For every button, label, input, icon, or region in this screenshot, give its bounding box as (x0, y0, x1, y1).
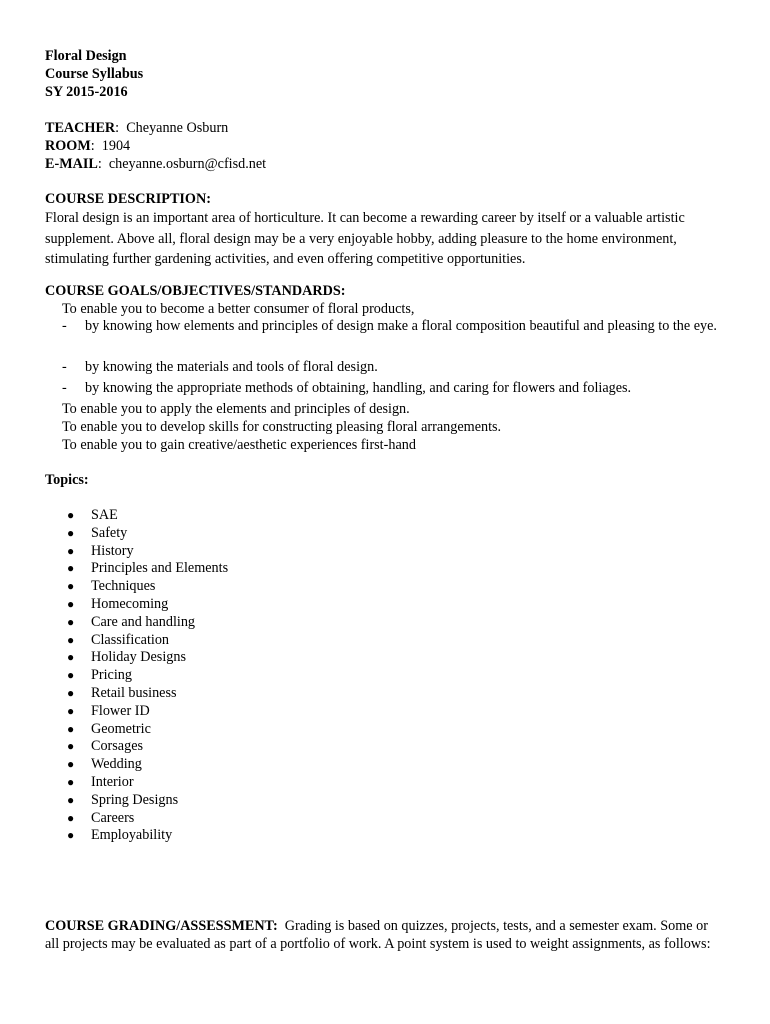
bullet-icon: ● (67, 543, 75, 558)
dash-bullet: - (62, 318, 67, 334)
goal-item: To enable you to gain creative/aesthetic experiences first-hand (62, 437, 416, 453)
bullet-icon: ● (67, 721, 75, 736)
goal-sub-item: - by knowing how elements and principles of design make a floral composition beautiful and pleasing to the eye. (62, 316, 730, 337)
bullet-icon: ● (67, 561, 75, 576)
list-item: ● Corsages (67, 738, 144, 755)
list-item: ● Interior (67, 773, 134, 790)
grading-heading: COURSE GRADING/ASSESSMENT: (45, 918, 278, 934)
description-heading: COURSE DESCRIPTION: (45, 191, 211, 207)
room-label: ROOM (45, 138, 91, 154)
school-year: SY 2015-2016 (45, 84, 128, 100)
list-item: ● Employability (67, 827, 173, 844)
bullet-icon: ● (67, 828, 75, 843)
list-item: ● Careers (67, 809, 135, 826)
teacher-label: TEACHER (45, 120, 116, 136)
list-item: ● Flower ID (67, 702, 150, 719)
topics-list (45, 507, 228, 845)
bullet-icon: ● (67, 774, 75, 789)
description-text: Floral design is an important area of horticulture. It can become a rewarding career by itself or a valuable artistic supplement. Above all, floral design may be a very enjoyable hobby, adding pleasure to the home environment, stimulating further gardening activities, and even offering competitive opportunities. (45, 210, 685, 267)
course-grading (45, 917, 720, 953)
course-description (45, 190, 730, 270)
email-line: E-MAIL: cheyanne.osburn@cfisd.net (45, 156, 267, 172)
goals-heading: COURSE GOALS/OBJECTIVES/STANDARDS: (45, 283, 346, 299)
list-item: ● Wedding (67, 756, 142, 773)
list-item: ● Principles and Elements (67, 560, 229, 577)
dash-bullet: - (62, 380, 67, 396)
goal-item: To enable you to apply the elements and principles of design. (62, 401, 410, 417)
goal-item: To enable you to develop skills for constructing pleasing floral arrangements. (62, 419, 502, 435)
list-item: ● Holiday Designs (67, 649, 186, 666)
topics-heading: Topics: (45, 472, 89, 488)
bullet-icon: ● (67, 810, 75, 825)
teacher-line: TEACHER: Cheyanne Osburn (45, 120, 229, 136)
bullet-icon: ● (67, 614, 75, 629)
list-item: ● Care and handling (67, 613, 196, 630)
grading-text: Grading is based on quizzes, projects, tests, and a semester exam. Some or all projects may be evaluated as part of a portfolio of work. A point system is used to weight assignments, as follows: (45, 918, 711, 952)
bullet-icon: ● (67, 632, 75, 647)
list-item: ● Techniques (67, 578, 156, 595)
bullet-icon: ● (67, 792, 75, 807)
bullet-icon: ● (67, 739, 75, 754)
bullet-icon: ● (67, 579, 75, 594)
bullet-icon: ● (67, 703, 75, 718)
list-item: ● Safety (67, 524, 128, 541)
bullet-icon: ● (67, 757, 75, 772)
goal-item: To enable you to become a better consumer of floral products, (62, 301, 415, 317)
list-item: ● Geometric (67, 720, 151, 737)
email-label: E-MAIL (45, 156, 98, 172)
goal-sub-item: - by knowing the materials and tools of floral design. (62, 357, 730, 378)
document-header (45, 47, 730, 101)
list-item: ● Retail business (67, 684, 177, 701)
list-item: ● Spring Designs (67, 791, 179, 808)
bullet-icon: ● (67, 596, 75, 611)
bullet-icon: ● (67, 668, 75, 683)
course-title: Floral Design (45, 48, 127, 64)
bullet-icon: ● (67, 650, 75, 665)
bullet-icon: ● (67, 525, 75, 540)
teacher-name: Cheyanne Osburn (126, 120, 229, 136)
room-number: 1904 (101, 138, 131, 154)
email-address: cheyanne.osburn@cfisd.net (108, 156, 267, 172)
list-item: ● History (67, 542, 134, 559)
bullet-icon: ● (67, 685, 75, 700)
dash-bullet: - (62, 359, 67, 375)
bullet-icon: ● (67, 508, 75, 522)
list-item: ● SAE (67, 507, 118, 523)
room-line: ROOM: 1904 (45, 138, 131, 154)
contact-info (45, 119, 730, 173)
goal-sub-item: - by knowing the appropriate methods of obtaining, handling, and caring for flowers and foliages. (62, 378, 730, 399)
document-type: Course Syllabus (45, 66, 144, 82)
list-item: ● Classification (67, 631, 170, 648)
list-item: ● Homecoming (67, 595, 169, 612)
list-item: ● Pricing (67, 667, 132, 684)
